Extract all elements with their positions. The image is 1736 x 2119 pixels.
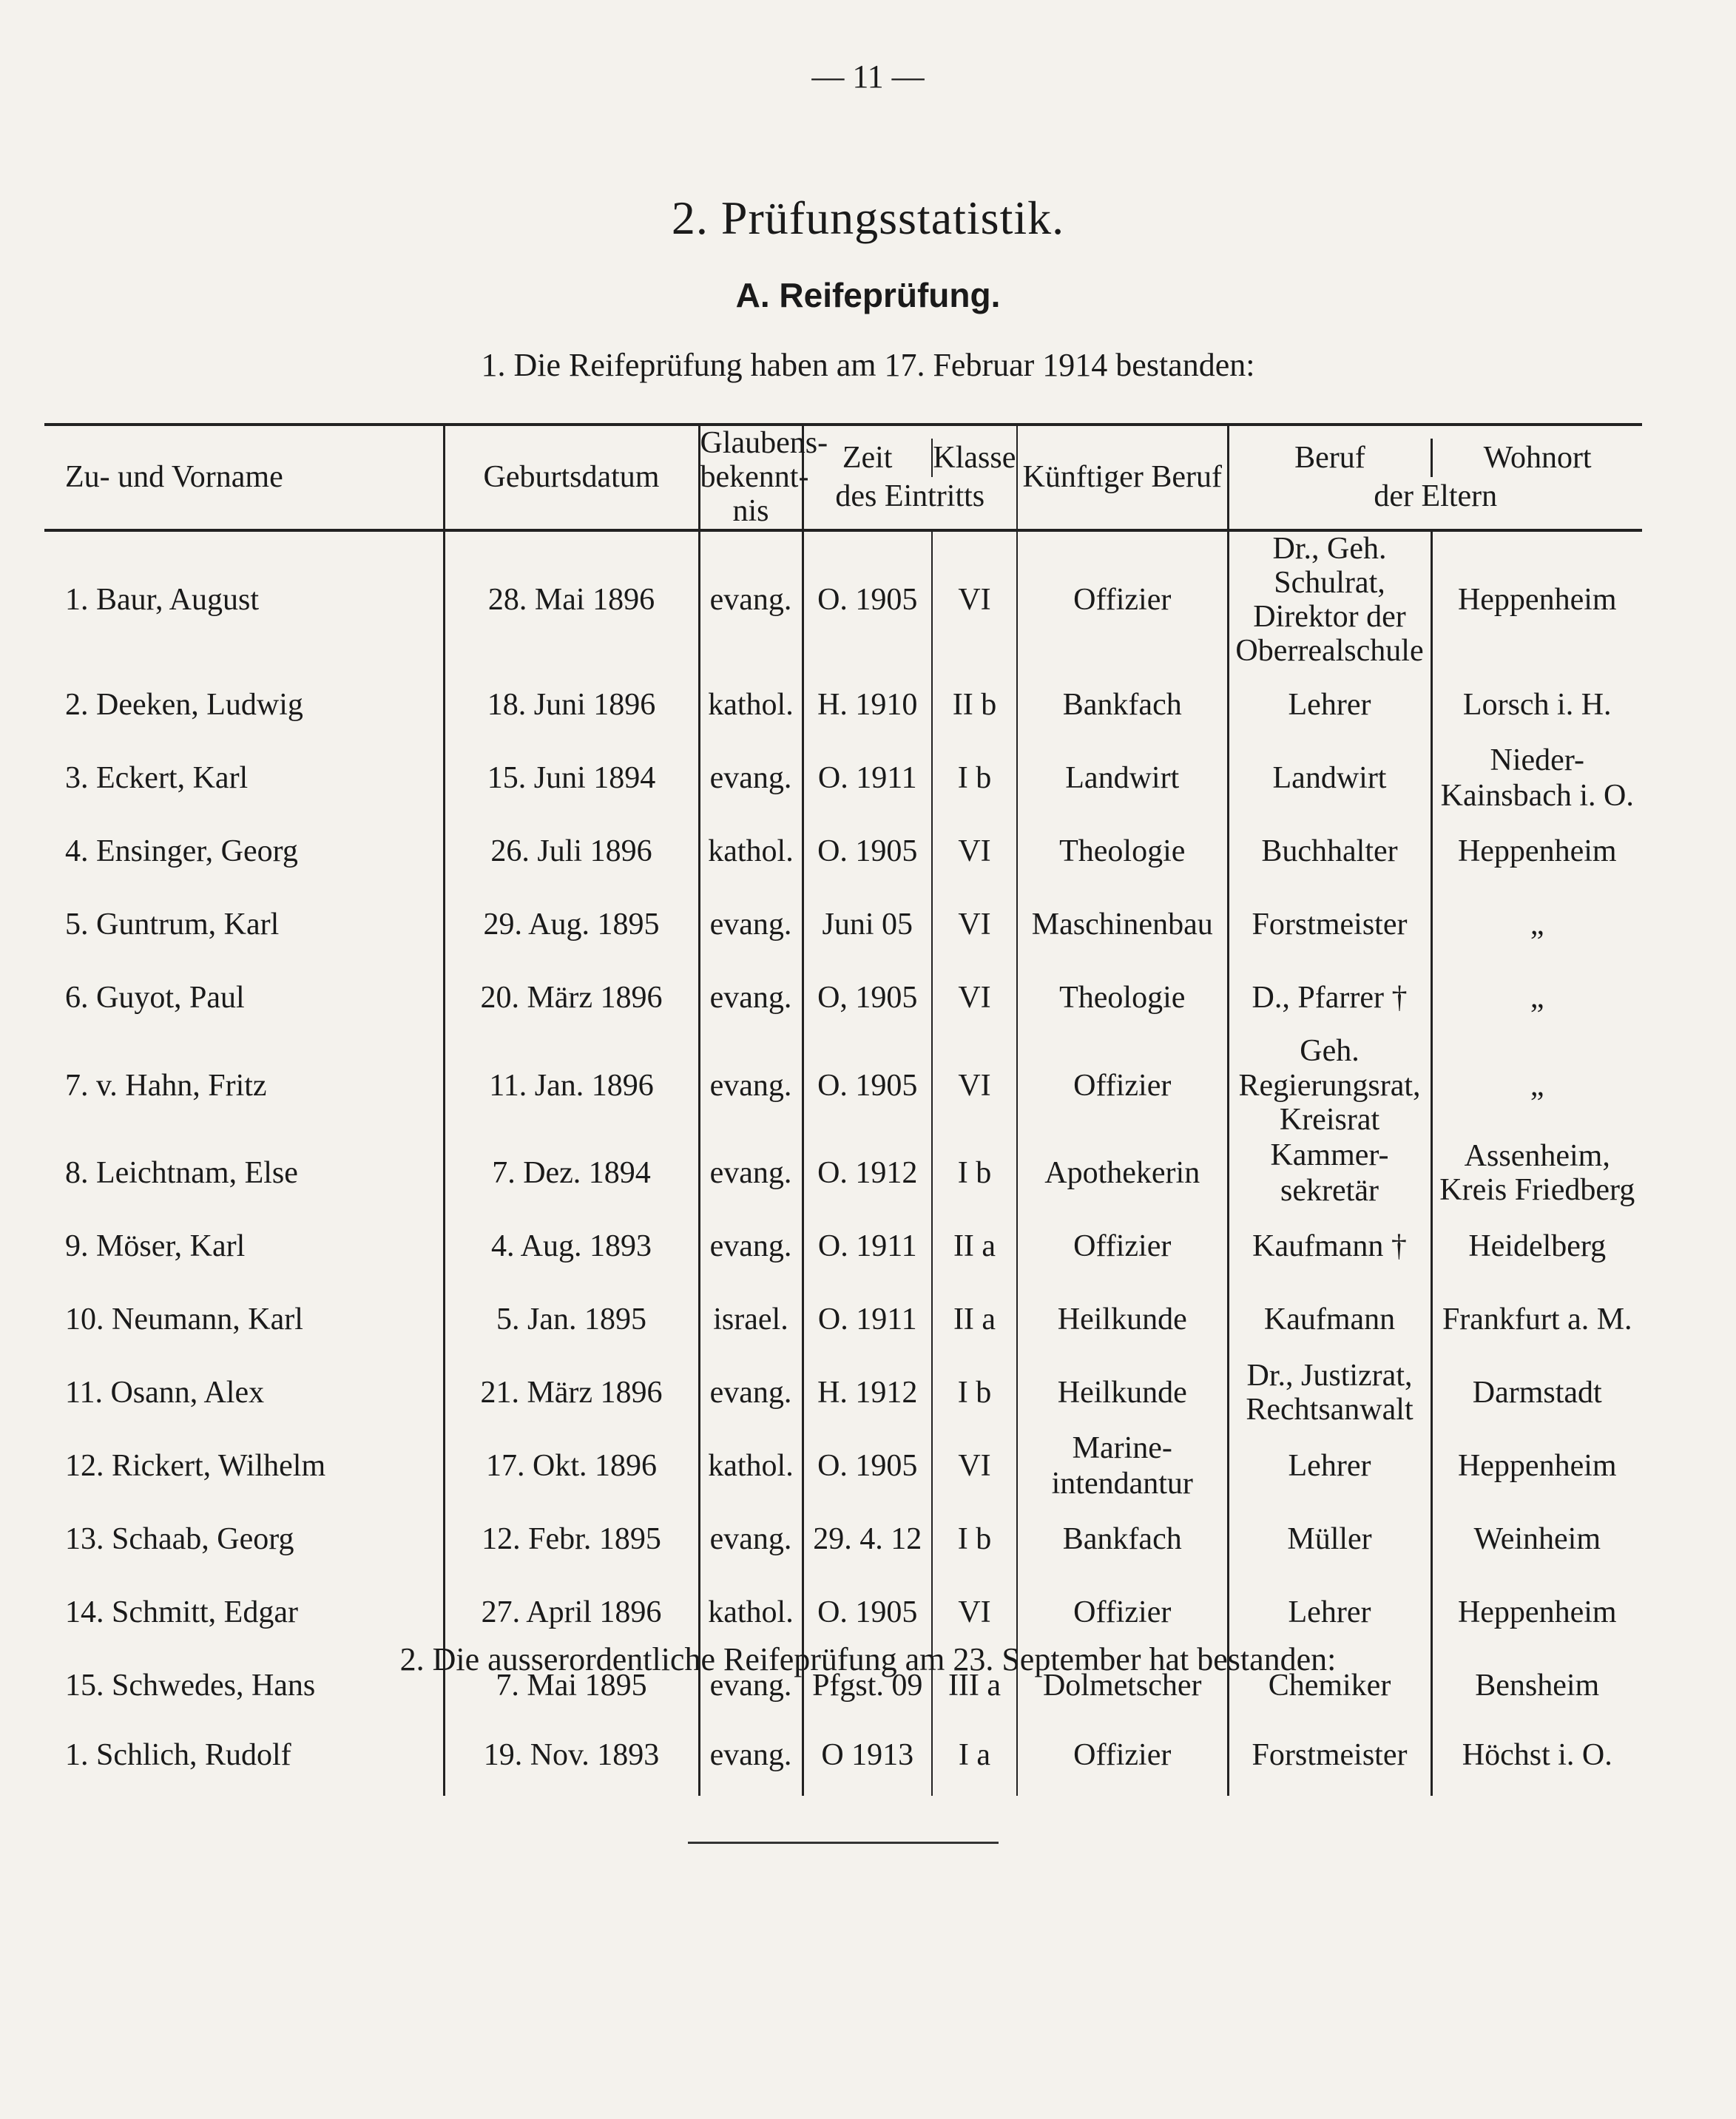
cell-parents-prof: Dr., Geh. Schulrat, Direktor der Oberrealschule [1228,530,1431,669]
cell-name: 11. Osann, Alex [44,1356,444,1430]
cell-religion: evang. [699,1137,803,1210]
cell-name: 1. Schlich, Rudolf [44,1714,444,1796]
cell-entry-time: H. 1910 [803,668,932,741]
cell-parents-prof: Lehrer [1228,668,1431,741]
cell-name: 4. Ensinger, Georg [44,814,444,888]
cell-entry-time: O. 1912 [803,1137,932,1210]
cell-parents-prof: Forstmeister [1228,1714,1431,1796]
cell-religion: evang. [699,1503,803,1576]
cell-entry-class: I b [932,1137,1017,1210]
cell-entry-class: I b [932,1503,1017,1576]
cell-home: Heppenheim [1457,834,1617,868]
cell-career: Offizier [1017,1714,1228,1796]
cell-home: „ [1530,907,1544,942]
cell-religion: kathol. [699,1430,803,1503]
cell-career: Heilkunde [1017,1356,1228,1430]
cell-home: „ [1530,1068,1544,1103]
cell-entry-class: I b [932,741,1017,814]
cell-entry-time: 29. 4. 12 [803,1503,932,1576]
extra-results-table [44,1714,1642,1796]
cell-home: Weinheim [1473,1522,1601,1557]
table-row [44,961,1642,1034]
header-entry-label: des Eintritts [835,479,985,514]
cell-entry-class: II a [932,1210,1017,1283]
cell-religion: evang. [699,888,803,961]
cell-career: Apothekerin [1017,1137,1228,1210]
cell-name: 1. Baur, August [44,530,444,669]
cell-parents-prof: Lehrer [1228,1430,1431,1503]
cell-name: 14. Schmitt, Edgar [44,1576,444,1649]
cell-entry-class: II b [932,668,1017,741]
cell-birth: 7. Dez. 1894 [444,1137,699,1210]
cell-entry-time: O 1913 [803,1714,932,1796]
cell-entry-class: III a [932,1649,1017,1723]
extra-intro: 2. Die ausserordentliche Reifeprüfung am 23. September hat bestanden: [399,1641,1337,1677]
table-row [44,1503,1642,1576]
header-entry-class: Klasse [931,439,1016,478]
cell-name: 5. Guntrum, Karl [44,888,444,961]
cell-career: Offizier [1017,1034,1228,1137]
table-row [44,668,1642,741]
cell-parents-prof: Kaufmann † [1228,1210,1431,1283]
cell-entry-class: VI [932,814,1017,888]
header-parents-home: Wohnort [1483,440,1592,475]
cell-home: Frankfurt a. M. [1442,1302,1632,1337]
cell-career: Bankfach [1017,1503,1228,1576]
cell-entry-time: O. 1911 [803,1283,932,1356]
cell-parents-prof: Chemiker [1228,1649,1431,1723]
cell-religion: evang. [699,1649,803,1723]
cell-entry-time: Juni 05 [803,888,932,961]
cell-career: Bankfach [1017,668,1228,741]
cell-religion: evang. [699,741,803,814]
cell-entry-time: H. 1912 [803,1356,932,1430]
cell-religion: kathol. [699,668,803,741]
cell-parents-prof: Kammer-sekretär [1228,1137,1431,1210]
cell-career: Offizier [1017,1210,1228,1283]
header-parents [1228,425,1642,530]
table-header-row [44,425,1642,530]
table-row [44,741,1642,814]
cell-career: Theologie [1017,961,1228,1034]
cell-religion: evang. [699,1714,803,1796]
cell-birth: 12. Febr. 1895 [444,1503,699,1576]
results-body [44,530,1642,1723]
cell-religion: evang. [699,530,803,669]
cell-birth: 4. Aug. 1893 [444,1210,699,1283]
cell-parents-prof: Lehrer [1228,1576,1431,1649]
table-row [44,1283,1642,1356]
cell-entry-class: VI [932,530,1017,669]
section-title: 2. Prüfungsstatistik. [671,192,1065,244]
cell-birth: 11. Jan. 1896 [444,1034,699,1137]
cell-parents-prof: Landwirt [1228,741,1431,814]
header-entry-time: Zeit [842,440,893,475]
header-entry [803,425,1017,530]
cell-career: Maschinenbau [1017,888,1228,961]
header-parents-prof: Beruf [1229,439,1433,478]
results-table [44,423,1642,1723]
cell-entry-time: O. 1905 [803,1430,932,1503]
cell-home: Höchst i. O. [1462,1738,1612,1772]
cell-name: 13. Schaab, Georg [44,1503,444,1576]
table-row [44,1430,1642,1503]
cell-entry-time: O. 1905 [803,530,932,669]
cell-career: Offizier [1017,1576,1228,1649]
table-row [44,1137,1642,1210]
table-row [44,1576,1642,1649]
closing-rule [688,1842,999,1844]
header-birth: Geburtsdatum [444,425,699,530]
cell-name: 12. Rickert, Wilhelm [44,1430,444,1503]
cell-career: Landwirt [1017,741,1228,814]
cell-entry-class: VI [932,1576,1017,1649]
cell-religion: evang. [699,961,803,1034]
cell-home: Heppenheim [1457,1595,1617,1630]
cell-entry-time: O. 1905 [803,1576,932,1649]
header-religion: Glaubens-bekennt-nis [699,425,803,530]
header-name: Zu- und Vorname [44,425,444,530]
cell-career: Theologie [1017,814,1228,888]
cell-religion: evang. [699,1210,803,1283]
cell-entry-class: VI [932,888,1017,961]
cell-birth: 5. Jan. 1895 [444,1283,699,1356]
table-row [44,1356,1642,1430]
cell-birth: 18. Juni 1896 [444,668,699,741]
cell-entry-time: O. 1905 [803,814,932,888]
cell-parents-prof: Buchhalter [1228,814,1431,888]
cell-home: Lorsch i. H. [1462,687,1612,722]
cell-entry-class: VI [932,961,1017,1034]
cell-religion: kathol. [699,1576,803,1649]
cell-parents-prof: D., Pfarrer † [1228,961,1431,1034]
cell-entry-time: Pfgst. 09 [803,1649,932,1723]
page-number: — 11 — [811,58,925,95]
subsection-title: A. Reifeprüfung. [735,276,1001,314]
cell-career: Marine-intendantur [1017,1430,1228,1503]
cell-name: 15. Schwedes, Hans [44,1649,444,1723]
cell-home: Nieder-Kainsbach i. O. [1440,743,1634,813]
cell-religion: evang. [699,1356,803,1430]
cell-birth: 19. Nov. 1893 [444,1714,699,1796]
cell-birth: 29. Aug. 1895 [444,888,699,961]
cell-name: 8. Leichtnam, Else [44,1137,444,1210]
cell-birth: 26. Juli 1896 [444,814,699,888]
cell-name: 6. Guyot, Paul [44,961,444,1034]
cell-career: Offizier [1017,530,1228,669]
cell-religion: evang. [699,1034,803,1137]
table-row [44,1034,1642,1137]
cell-religion: israel. [699,1283,803,1356]
cell-career: Dolmetscher [1017,1649,1228,1723]
table-row [44,1714,1642,1796]
cell-entry-time: O. 1905 [803,1034,932,1137]
cell-home: „ [1530,980,1544,1015]
cell-home: Heppenheim [1457,582,1617,617]
cell-name: 7. v. Hahn, Fritz [44,1034,444,1137]
cell-entry-class: I b [932,1356,1017,1430]
intro-text: 1. Die Reifeprüfung haben am 17. Februar 1914 bestanden: [481,347,1255,383]
cell-birth: 17. Okt. 1896 [444,1430,699,1503]
header-parents-label: der Eltern [1374,479,1498,514]
cell-parents-prof: Kaufmann [1228,1283,1431,1356]
cell-birth: 21. März 1896 [444,1356,699,1430]
cell-home: Assenheim, Kreis Friedberg [1439,1139,1635,1208]
cell-birth: 15. Juni 1894 [444,741,699,814]
table-row [44,530,1642,669]
header-career: Künftiger Beruf [1017,425,1228,530]
cell-entry-class: II a [932,1283,1017,1356]
cell-entry-class: I a [932,1714,1017,1796]
cell-name: 2. Deeken, Ludwig [44,668,444,741]
cell-entry-class: VI [932,1430,1017,1503]
cell-name: 10. Neumann, Karl [44,1283,444,1356]
cell-home: Darmstadt [1472,1376,1602,1410]
cell-entry-class: VI [932,1034,1017,1137]
cell-birth: 7. Mai 1895 [444,1649,699,1723]
cell-name: 3. Eckert, Karl [44,741,444,814]
cell-birth: 27. April 1896 [444,1576,699,1649]
cell-parents-prof: Geh. Regierungsrat, Kreisrat [1228,1034,1431,1137]
cell-entry-time: O. 1911 [803,1210,932,1283]
cell-birth: 20. März 1896 [444,961,699,1034]
cell-entry-time: O, 1905 [803,961,932,1034]
cell-home: Heppenheim [1457,1449,1617,1484]
cell-home: Bensheim [1475,1669,1600,1703]
cell-birth: 28. Mai 1896 [444,530,699,669]
cell-parents-prof: Müller [1228,1503,1431,1576]
cell-home: Heidelberg [1468,1229,1607,1264]
cell-name: 9. Möser, Karl [44,1210,444,1283]
cell-parents-prof: Dr., Justizrat, Rechtsanwalt [1228,1356,1431,1430]
cell-parents-prof: Forstmeister [1228,888,1431,961]
cell-career: Heilkunde [1017,1283,1228,1356]
extra-results-body [44,1714,1642,1796]
cell-religion: kathol. [699,814,803,888]
table-row [44,888,1642,961]
table-row [44,1210,1642,1283]
table-row [44,814,1642,888]
cell-entry-time: O. 1911 [803,741,932,814]
